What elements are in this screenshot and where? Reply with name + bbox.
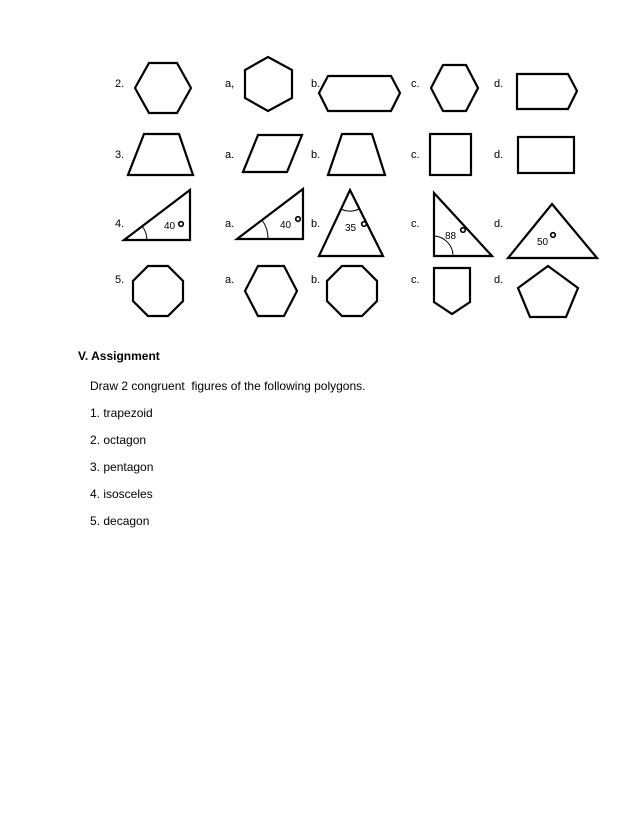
row-4-d-angle-mark (551, 233, 556, 238)
row-3-c-square (430, 134, 471, 175)
row-2-d-pentagon-shape (517, 74, 577, 109)
row-4-option-d: d. (494, 218, 504, 230)
row-4-given-right-triangle (124, 190, 190, 240)
row-3-option-a: a. (225, 149, 235, 161)
row-2-option-b: b. (311, 78, 321, 90)
row-3-given-trapezoid (128, 134, 193, 175)
row-3-number: 3. (115, 149, 125, 161)
row-4-given-angle-value: 40 (164, 221, 176, 232)
row-4-a-angle-value: 40 (280, 220, 292, 231)
assignment-title: V. Assignment (78, 349, 160, 363)
figures-canvas (0, 0, 638, 340)
row-4-number: 4. (115, 218, 125, 230)
row-4-a-angle-arc (262, 220, 268, 239)
row-5-given-octagon (133, 266, 183, 316)
row-3-option-d: d. (494, 149, 504, 161)
row-3-option-c: c. (411, 149, 420, 161)
row-3-a-parallelogram (243, 135, 302, 172)
row-3-b-trapezoid (328, 134, 385, 175)
row-2-c-hexagon (431, 65, 478, 111)
row-4-a-right-triangle (237, 189, 303, 239)
row-3-d-rectangle (518, 137, 574, 173)
row-3-option-b: b. (311, 149, 321, 161)
row-4-given-angle-arc (142, 226, 147, 240)
row-4-option-a: a. (225, 218, 235, 230)
row-4-d-triangle (508, 204, 597, 258)
row-4-a-angle-mark (296, 217, 301, 222)
row-2-b-elongated-hexagon (319, 76, 400, 111)
row-2-number: 2. (115, 78, 125, 90)
row-4-c-triangle (434, 193, 492, 256)
row-4-b-angle-mark (362, 222, 367, 227)
row-5-number: 5. (115, 274, 125, 286)
row-2-option-a: a, (225, 78, 235, 90)
row-5-option-c: c. (411, 274, 420, 286)
assignment-item-3: 3. pentagon (90, 460, 154, 474)
assignment-item-4: 4. isosceles (90, 487, 153, 501)
row-2-given-hexagon (135, 63, 191, 113)
row-4-d-angle-value: 50 (537, 237, 549, 248)
row-5-b-octagon (327, 266, 377, 316)
assignment-item-2: 2. octagon (90, 433, 147, 447)
row-5-c-pentagon-shield (434, 268, 470, 314)
row-4-c-angle-value: 88 (445, 231, 457, 242)
assignment-item-1: 1. trapezoid (90, 406, 153, 420)
row-5-option-d: d. (494, 274, 504, 286)
row-5-d-regular-pentagon (518, 266, 578, 317)
row-5-a-hexagon (245, 266, 297, 316)
row-4-option-c: c. (411, 218, 420, 230)
row-4-b-angle-arc (341, 209, 359, 211)
row-2-option-d: d. (494, 78, 504, 90)
row-4-option-b: b. (311, 218, 321, 230)
row-4-given-angle-mark (179, 222, 184, 227)
row-4-c-angle-mark (461, 228, 466, 233)
row-5-option-b: b. (311, 274, 321, 286)
assignment-instruction: Draw 2 congruent figures of the following polygons. (90, 379, 366, 393)
row-5-option-a: a. (225, 274, 235, 286)
row-2-a-hexagon-vertical (245, 57, 292, 111)
row-4-b-angle-value: 35 (345, 223, 357, 234)
row-2-option-c: c. (411, 78, 420, 90)
assignment-item-5: 5. decagon (90, 514, 150, 528)
